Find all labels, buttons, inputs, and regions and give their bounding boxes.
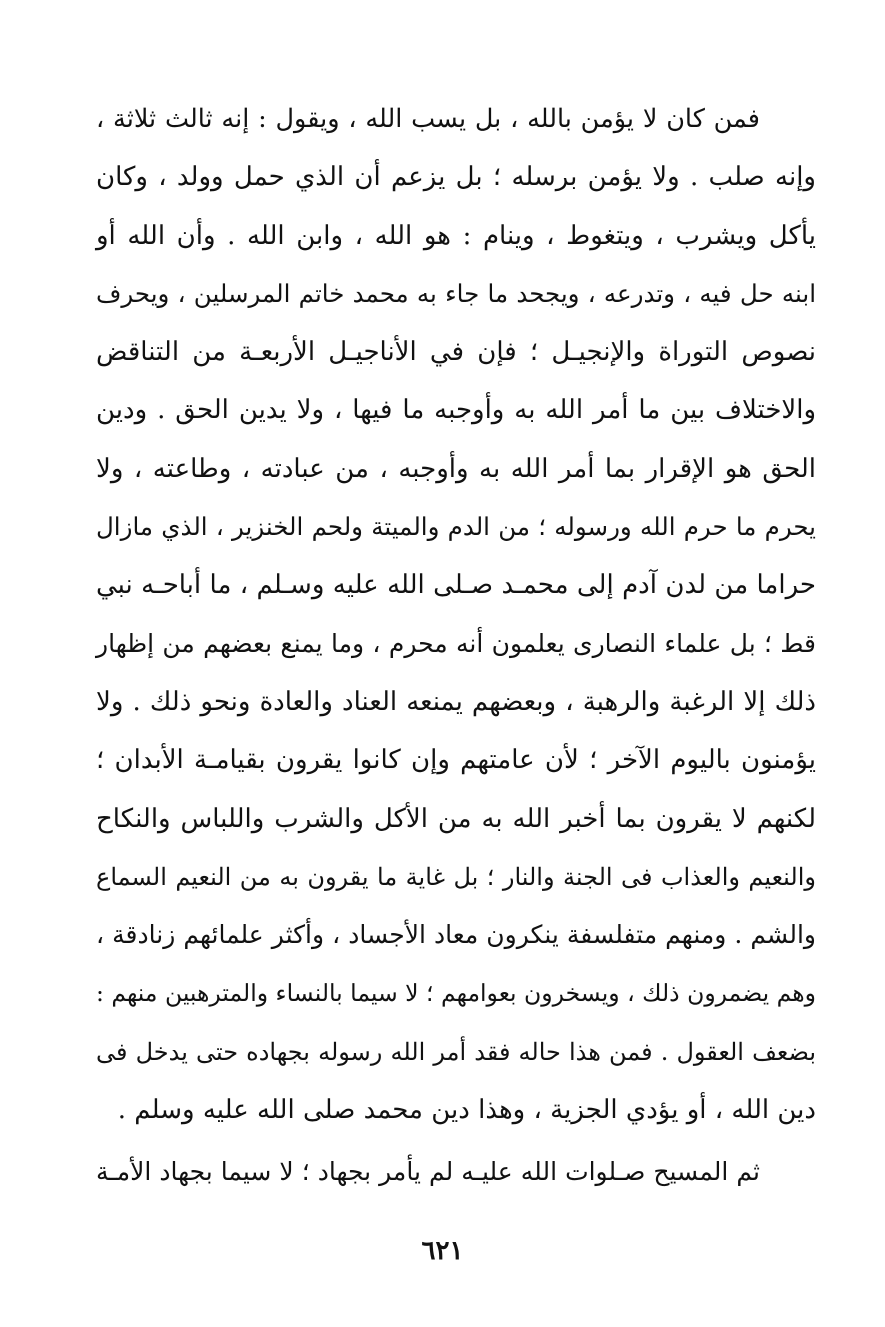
text-line: يحرم ما حرم الله ورسوله ؛ من الدم والميتة ولحم الخنزير ، الذي مازال [96,512,816,542]
text-line: والنعيم والعذاب فى الجنة والنار ؛ بل غاية ما يقرون به من النعيم السماع [96,862,816,891]
text-line: ذلك إلا الرغبة والرهبة ، وبعضهم يمنعه العناد والعادة ونحو ذلك . ولا [96,686,816,717]
text-line: ابنه حل فيه ، وتدرعه ، ويجحد ما جاء به محمد خاتم المرسلين ، ويحرف [96,278,816,308]
text-line: يؤمنون باليوم الآخر ؛ لأن عامتهم وإن كانوا يقرون بقيامـة الأبدان ؛ [96,745,816,776]
text-line: يأكل ويشرب ، ويتغوط ، وينام : هو الله ، وابن الله . وأن الله أو [96,220,816,251]
paragraph [96,1143,816,1201]
page-body-text [96,90,816,1202]
text-line: بضعف العقول . فمن هذا حاله فقد أمر الله رسوله بجهاده حتى يدخل فى [96,1037,816,1066]
text-line: وهم يضمرون ذلك ، ويسخرون بعوامهم ؛ لا سيما بالنساء والمترهبين منهم : [95,979,816,1008]
text-line: فمن كان لا يؤمن بالله ، بل يسب الله ، ويقول : إنه ثالث ثلاثة ، [96,104,760,134]
text-line: والشم . ومنهم متفلسفة ينكرون معاد الأجساد ، وأكثر علمائهم زنادقة ، [96,920,816,950]
text-line: دين الله ، أو يؤدي الجزية ، وهذا دين محمد صلى الله عليه وسلم . [117,1095,816,1126]
text-line: وإنه صلب . ولا يؤمن برسله ؛ بل يزعم أن الذي حمل وولد ، وكان [96,162,816,193]
text-line: ثم المسيح صـلوات الله عليـه لم يأمر بجهاد ؛ لا سيما بجهاد الأمـة [96,1157,760,1187]
page-number: ٦٢١ [421,1236,464,1266]
paragraph [96,90,816,1139]
text-line: حراما من لدن آدم إلى محمـد صـلى الله عليه وسـلم ، ما أباحـه نبي [96,570,816,601]
text-line: قط ؛ بل علماء النصارى يعلمون أنه محرم ، وما يمنع بعضهم من إظهار [96,628,816,658]
text-line: الحق هو الإقرار بما أمر الله به وأوجبه ، من عبادته ، وطاعته ، ولا [96,453,816,484]
text-line: لكنهم لا يقرون بما أخبر الله به من الأكل والشرب واللباس والنكاح [96,803,816,834]
text-line: والاختلاف بين ما أمر الله به وأوجبه ما فيها ، ولا يدين الحق . ودين [96,395,816,426]
text-line: نصوص التوراة والإنجيـل ؛ فإن في الأناجيـل الأربعـة من التناقض [96,337,816,368]
